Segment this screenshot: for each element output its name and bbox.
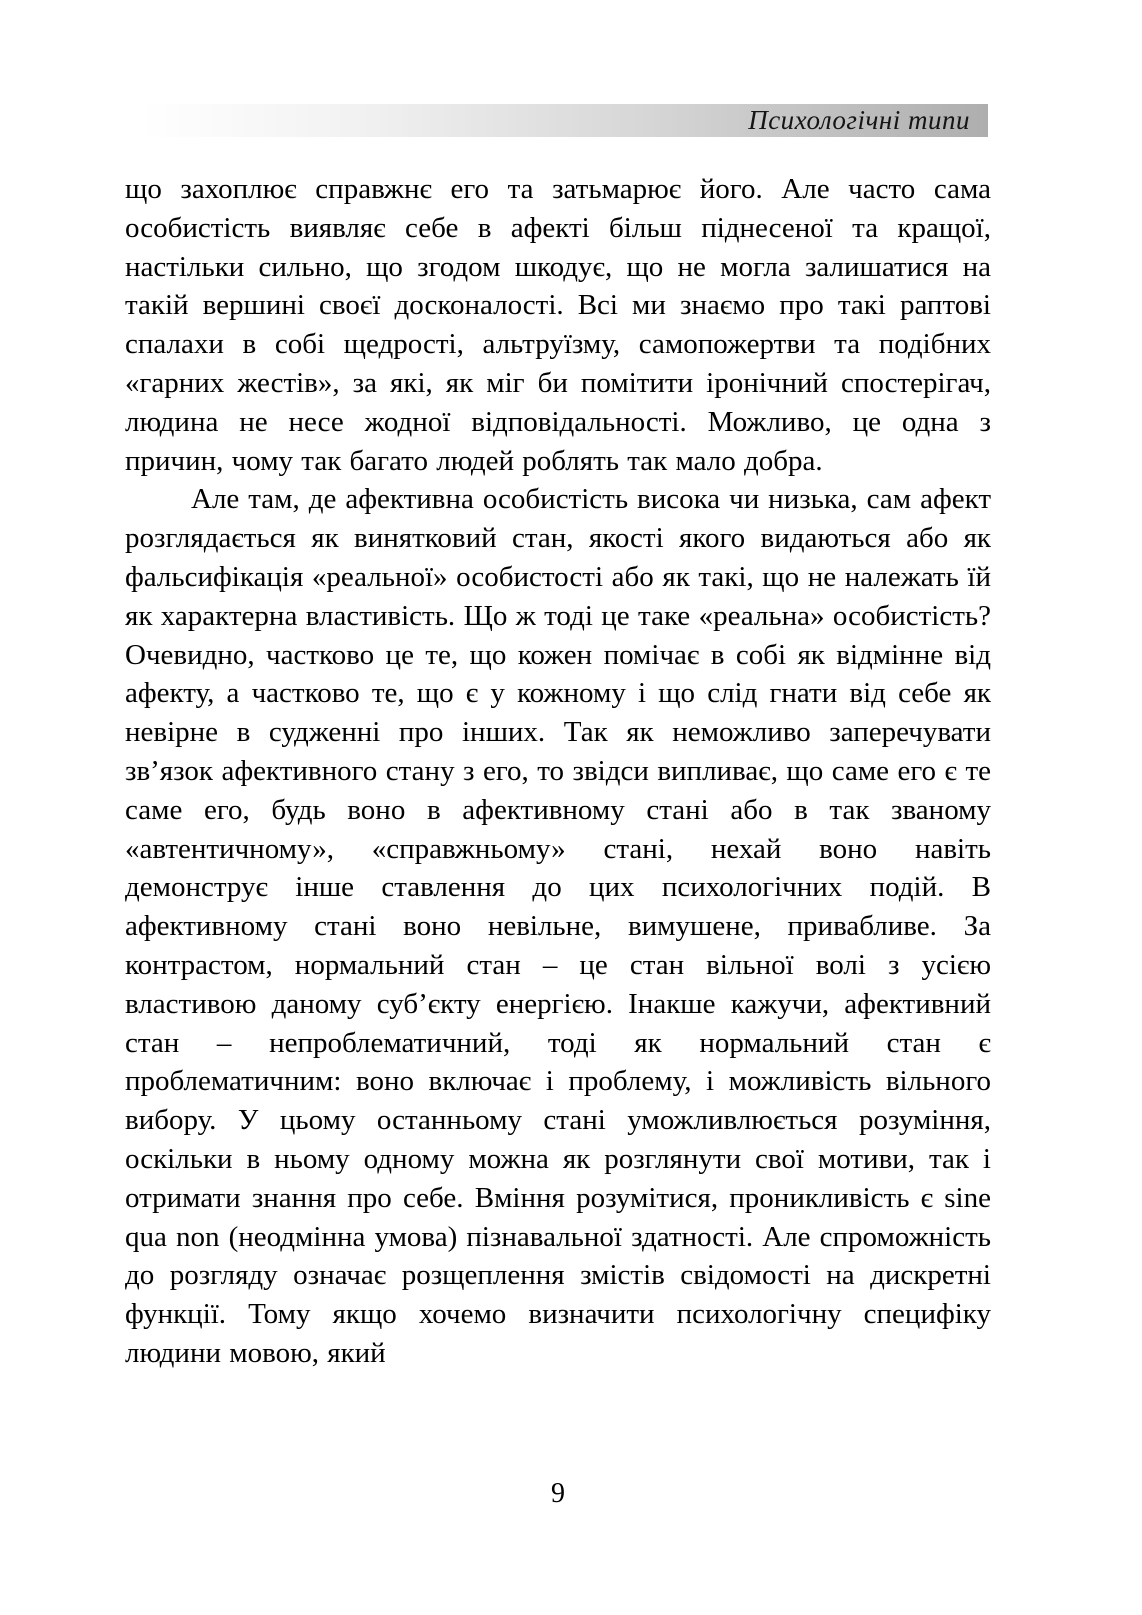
page-body [125, 170, 991, 1373]
running-title: Психологічні типи [748, 105, 970, 135]
page-number: 9 [551, 1478, 565, 1509]
page-header [140, 104, 988, 137]
paragraph: Але там, де афективна особистість висока чи низька, сам афект розглядається як винятковий стан, якості якого видаються або як фальсифікація «реальної» особистості або як такі, що не належать їй як характерна властивість. Що ж тоді це таке «реальна» особистість? Очевидно, частково це те, що кожен помічає в собі як відмінне від афекту, а частково те, що є у кожному і що слід гнати від себе як невірне в судженні про інших. Так як неможливо заперечувати зв’язок афективного стану з его, то звідси випливає, що саме его є те саме его, будь воно в афективному стані або в так званому «автентичному», «справжньому» стані, нехай воно навіть демонструє інше ставлення до цих психологічних подій. В афективному стані воно невільне, вимушене, привабливе. За контрастом, нормальний стан – це стан вільної волі з усією властивою даному суб’єкту енергією. Інакше кажучи, афективний стан – непроблематичний, тоді як нормальний стан є проблематичним: воно включає і проблему, і можливість вільного вибору. У цьому останньому стані уможливлюється розуміння, оскільки в ньому одному можна як розглянути свої мотиви, так і отримати знання про себе. Вміння розумітися, проникливість є sine qua non (неодмінна умова) пізнавальної здатності. Але спроможність до розгляду означає розщеплення змістів свідомості на дискретні функції. Тому якщо хочемо визначити психологічну специфіку людини мовою, який [125, 483, 991, 1369]
paragraph: що захоплює справжнє его та затьмарює його. Але часто сама особистість виявляє себе в афекті більш піднесеної та кращої, настільки сильно, що згодом шкодує, що не могла залишатися на такій вершині своєї досконалості. Всі ми знаємо про такі раптові спалахи в собі щедрості, альтруїзму, самопожертви та подібних «гарних жестів», за які, як міг би помітити іронічний спостерігач, людина не несе жодної відповідальності. Можливо, це одна з причин, чому так багато людей роблять так мало добра. [125, 173, 991, 477]
